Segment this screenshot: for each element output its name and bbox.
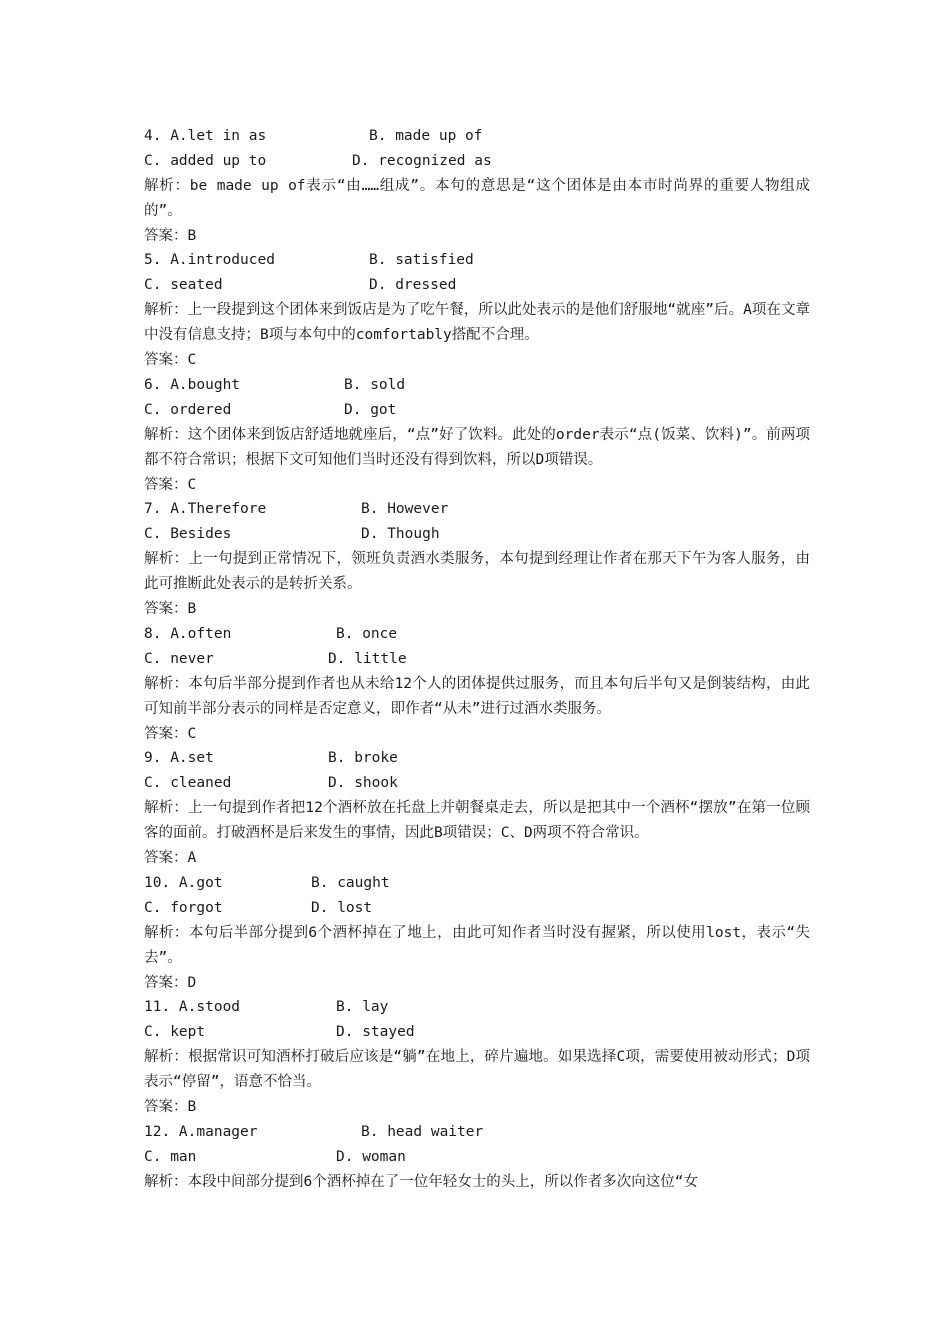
question-8-options-ab <box>144 622 810 647</box>
question-7-explanation: 解析：上一句提到正常情况下，领班负责酒水类服务，本句提到经理让作者在那天下午为客人服务，由此可推断此处表示的是转折关系。 <box>144 551 810 593</box>
option-c: C. Besides <box>144 526 232 543</box>
option-d: D. stayed <box>336 1024 415 1041</box>
question-9-explanation: 解析：上一句提到作者把12个酒杯放在托盘上并朝餐桌走去，所以是把其中一个酒杯“摆放”在第一位顾客的面前。打破酒杯是后来发生的事情，因此B项错误；C、D两项不符合常识。 <box>144 800 810 842</box>
question-9-options-ab <box>144 746 810 771</box>
option-b: B. once <box>336 625 398 642</box>
question-9-options-cd <box>144 771 810 796</box>
option-b: B. head waiter <box>361 1123 484 1140</box>
question-4-explanation: 解析：be made up of表示“由……组成”。本句的意思是“这个团体是由本市时尚界的重要人物组成的”。 <box>144 177 810 219</box>
question-12-options-ab <box>144 1120 810 1145</box>
option-d: D. dressed <box>369 277 457 294</box>
question-5-options-cd <box>144 273 810 298</box>
option-a: 6. A.bought <box>144 376 241 393</box>
option-b: B. sold <box>344 376 406 393</box>
question-11-explanation: 解析：根据常识可知酒杯打破后应该是“躺”在地上，碎片遍地。如果选择C项，需要使用被动形式；D项表示“停留”，语意不恰当。 <box>144 1049 810 1091</box>
question-8-answer: 答案：C <box>144 725 197 742</box>
question-10-options-ab <box>144 871 810 896</box>
question-4-options-cd <box>144 149 810 174</box>
question-9-answer: 答案：A <box>144 850 197 867</box>
option-b: B. broke <box>328 750 398 767</box>
option-b: B. made up of <box>369 128 483 144</box>
option-a: 9. A.set <box>144 750 214 767</box>
question-11-options-cd <box>144 1020 810 1045</box>
option-d: D. little <box>328 650 407 667</box>
option-b: B. caught <box>311 874 390 891</box>
question-6-options-ab <box>144 373 810 398</box>
option-b: B. satisfied <box>369 252 474 269</box>
option-c: C. forgot <box>144 899 223 916</box>
question-6-explanation: 解析：这个团体来到饭店舒适地就座后，“点”好了饮料。此处的order表示“点(饭菜、饮料)”。前两项都不符合常识；根据下文可知他们当时还没有得到饮料，所以D项错误。 <box>144 426 810 468</box>
question-8-options-cd <box>144 647 810 672</box>
option-a: 12. A.manager <box>144 1123 258 1140</box>
question-4-options-ab <box>144 124 810 149</box>
option-d: D. got <box>344 401 397 418</box>
question-10-options-cd <box>144 896 810 921</box>
option-a: 8. A.often <box>144 625 232 642</box>
option-a: 7. A.Therefore <box>144 501 267 518</box>
option-b: B. However <box>361 501 449 518</box>
option-d: D. shook <box>328 775 398 792</box>
option-c: C. never <box>144 650 214 667</box>
option-c: C. kept <box>144 1024 206 1041</box>
option-c: C. cleaned <box>144 775 232 792</box>
option-a: 4. A.let in as <box>144 128 267 144</box>
question-7-answer: 答案：B <box>144 601 197 618</box>
option-a: 11. A.stood <box>144 999 241 1016</box>
question-6-options-cd <box>144 398 810 423</box>
question-10-explanation: 解析：本句后半部分提到6个酒杯掉在了地上，由此可知作者当时没有握紧，所以使用lost，表示“失去”。 <box>144 924 810 966</box>
question-5-options-ab <box>144 248 810 273</box>
option-c: C. ordered <box>144 401 232 418</box>
question-7-options-cd <box>144 522 810 547</box>
document-page <box>144 124 810 1195</box>
option-d: D. recognized as <box>352 152 492 169</box>
option-d: D. Though <box>361 526 440 543</box>
question-6-answer: 答案：C <box>144 476 197 493</box>
option-b: B. lay <box>336 999 389 1016</box>
option-c: C. seated <box>144 277 223 294</box>
option-d: D. lost <box>311 899 373 916</box>
question-11-answer: 答案：B <box>144 1098 197 1115</box>
option-c: C. man <box>144 1148 197 1165</box>
option-a: 5. A.introduced <box>144 252 275 269</box>
question-10-answer: 答案：D <box>144 974 197 991</box>
option-a: 10. A.got <box>144 874 223 891</box>
question-5-explanation: 解析：上一段提到这个团体来到饭店是为了吃午餐，所以此处表示的是他们舒服地“就座”后。A项在文章中没有信息支持；B项与本句中的comfortably搭配不合理。 <box>144 302 810 344</box>
option-d: D. woman <box>336 1148 406 1165</box>
option-c: C. added up to <box>144 152 267 169</box>
question-5-answer: 答案：C <box>144 352 197 369</box>
question-12-explanation: 解析：本段中间部分提到6个酒杯掉在了一位年轻女士的头上，所以作者多次向这位“女 <box>144 1173 698 1190</box>
question-12-options-cd <box>144 1145 810 1170</box>
question-8-explanation: 解析：本句后半部分提到作者也从未给12个人的团体提供过服务，而且本句后半句又是倒装结构，由此可知前半部分表示的同样是否定意义，即作者“从未”进行过酒水类服务。 <box>144 675 810 717</box>
question-4-answer: 答案：B <box>144 227 197 244</box>
question-11-options-ab <box>144 995 810 1020</box>
question-7-options-ab <box>144 497 810 522</box>
